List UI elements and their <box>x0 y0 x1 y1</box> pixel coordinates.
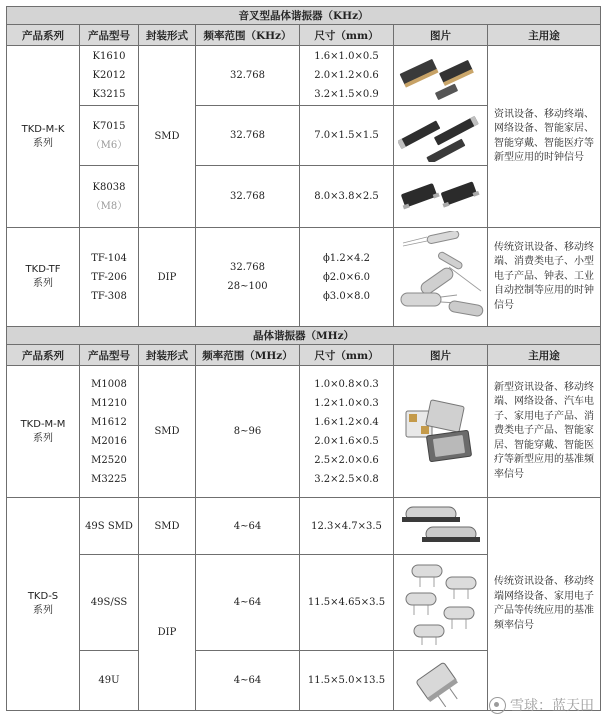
size-cell <box>300 366 394 498</box>
size-cell: 8.0×3.8×2.5 <box>300 166 394 228</box>
molded-smd-crystals-image <box>394 166 488 228</box>
use-cell: 传统资讯设备、移动终端、消费类电子、小型电子产品、钟表、工业自动控制等应用的时钟信号 <box>488 228 601 327</box>
frequency-cell: 32.768 <box>196 46 300 106</box>
header-size: 尺寸（mm） <box>300 25 394 46</box>
frequency-cell <box>196 228 300 327</box>
model-cell <box>80 366 139 498</box>
model-cell <box>80 166 139 228</box>
header-frequency: 频率范围（KHz） <box>196 25 300 46</box>
section-title-mhz: 晶体谐振器（MHz） <box>7 327 601 345</box>
model-name: TF-104 <box>91 252 127 264</box>
series-name: TKD-M-M <box>20 418 66 430</box>
model-name: K1610 <box>92 51 126 62</box>
hc49s-smd-crystals-image <box>394 498 488 555</box>
model-name: M2520 <box>91 454 127 466</box>
table-row <box>7 498 601 555</box>
frequency-cell: 32.768 <box>196 166 300 228</box>
table-row <box>7 228 601 327</box>
size-value: 2.5×2.0×0.6 <box>314 454 379 466</box>
header-use: 主用途 <box>488 345 601 366</box>
size-value: 1.0×0.8×0.3 <box>314 378 379 390</box>
series-name: TKD-TF <box>25 264 61 275</box>
package-cell: DIP <box>139 228 196 327</box>
model-name: TF-308 <box>91 290 127 302</box>
header-use: 主用途 <box>488 25 601 46</box>
size-value: 1.2×1.0×0.3 <box>314 397 379 409</box>
package-cell: SMD <box>139 498 196 555</box>
package-cell: SMD <box>139 366 196 498</box>
header-package: 封装形式 <box>139 25 196 46</box>
header-package: 封装形式 <box>139 345 196 366</box>
header-series: 产品系列 <box>7 345 80 366</box>
model-alias: （M6） <box>90 139 128 151</box>
size-value: 1.6×1.0×0.5 <box>314 51 379 62</box>
model-cell: 49U <box>80 651 139 711</box>
size-value: 2.0×1.2×0.6 <box>314 70 379 81</box>
series-suffix: 系列 <box>33 605 53 616</box>
series-name: TKD-M-K <box>21 123 65 135</box>
watermark <box>489 695 594 715</box>
hc49u-crystal-image <box>394 651 488 711</box>
header-image: 图片 <box>394 345 488 366</box>
model-name: TF-206 <box>91 271 127 283</box>
series-name: TKD-S <box>27 591 59 602</box>
size-value: ϕ1.2×4.2 <box>322 252 370 264</box>
table-row <box>7 366 601 498</box>
frequency-value: 28~100 <box>227 281 268 292</box>
model-cell: 49S/SS <box>80 555 139 651</box>
model-name: K2012 <box>92 70 126 81</box>
size-value: ϕ3.0×8.0 <box>322 290 370 302</box>
model-name: M1210 <box>91 397 127 409</box>
model-cell <box>80 228 139 327</box>
smd-crystal-packages-image <box>394 46 488 106</box>
header-model: 产品型号 <box>80 25 139 46</box>
series-cell <box>7 46 80 228</box>
header-image: 图片 <box>394 25 488 46</box>
size-cell <box>300 46 394 106</box>
size-value: 1.6×1.2×0.4 <box>314 416 379 428</box>
cylinder-crystals-image <box>394 228 488 327</box>
use-cell: 新型资讯设备、移动终端、网络设备、汽车电子、家用电子产品、消费类电子产品、智能家居、智能穿戴、智能医疗等新型应用的基准频率信号 <box>488 366 601 498</box>
package-cell: SMD <box>139 46 196 228</box>
header-model: 产品型号 <box>80 345 139 366</box>
product-table <box>6 6 601 711</box>
hc49s-dip-crystals-image <box>394 555 488 651</box>
size-cell: 11.5×4.65×3.5 <box>300 555 394 651</box>
header-series: 产品系列 <box>7 25 80 46</box>
frequency-cell: 4~64 <box>196 498 300 555</box>
use-cell: 资讯设备、移动终端、网络设备、智能家居、智能穿戴、智能医疗等新型应用的时钟信号 <box>488 46 601 228</box>
model-name: K8038 <box>92 181 126 193</box>
size-value: 3.2×1.5×0.9 <box>314 89 379 100</box>
series-cell <box>7 228 80 327</box>
frequency-cell: 32.768 <box>196 106 300 166</box>
frequency-cell: 4~64 <box>196 555 300 651</box>
model-name: K3215 <box>92 89 126 100</box>
model-name: M3225 <box>91 473 127 485</box>
size-value: 2.0×1.6×0.5 <box>314 435 379 447</box>
model-alias: （M8） <box>90 200 128 212</box>
model-name: M1008 <box>91 378 127 390</box>
series-cell <box>7 366 80 498</box>
model-cell <box>80 46 139 106</box>
size-value: ϕ2.0×6.0 <box>322 271 370 283</box>
model-cell <box>80 106 139 166</box>
model-name: M1612 <box>91 416 127 428</box>
size-cell: 11.5×5.0×13.5 <box>300 651 394 711</box>
table-row <box>7 46 601 106</box>
long-smd-crystals-image <box>394 106 488 166</box>
series-suffix: 系列 <box>33 278 53 289</box>
size-cell: 7.0×1.5×1.5 <box>300 106 394 166</box>
header-frequency: 频率范围（MHz） <box>196 345 300 366</box>
watermark-text: 雪球：蓝天田 <box>510 698 594 714</box>
size-cell <box>300 228 394 327</box>
snowball-logo-icon <box>489 697 506 714</box>
use-cell: 传统资讯设备、移动终端网络设备、家用电子产品等传统应用的基准频率信号 <box>488 498 601 711</box>
series-cell <box>7 498 80 711</box>
model-cell: 49S SMD <box>80 498 139 555</box>
model-name: M2016 <box>91 435 127 447</box>
section-title-khz: 音叉型晶体谐振器（KHz） <box>7 7 601 25</box>
size-cell: 12.3×4.7×3.5 <box>300 498 394 555</box>
model-name: K7015 <box>92 120 126 132</box>
ceramic-smd-crystals-image <box>394 366 488 498</box>
frequency-cell: 4~64 <box>196 651 300 711</box>
header-size: 尺寸（mm） <box>300 345 394 366</box>
frequency-cell: 8~96 <box>196 366 300 498</box>
series-suffix: 系列 <box>33 432 53 444</box>
frequency-value: 32.768 <box>230 262 265 273</box>
package-cell: DIP <box>139 555 196 711</box>
size-value: 3.2×2.5×0.8 <box>314 473 379 485</box>
series-suffix: 系列 <box>33 137 53 149</box>
